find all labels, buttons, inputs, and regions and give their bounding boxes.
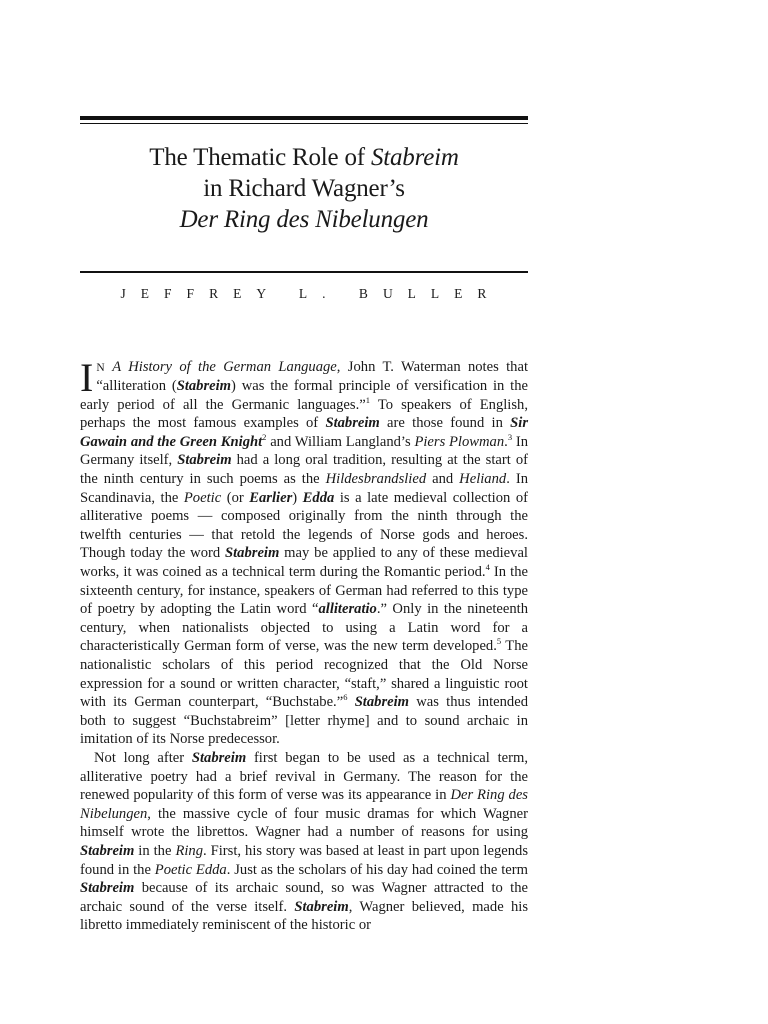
header-rule-thin (80, 123, 528, 124)
title-line-2: in Richard Wagner’s (203, 175, 405, 202)
footnote-ref: 2 (262, 432, 267, 443)
footnote-ref: 1 (365, 394, 370, 405)
header-rule-thick (80, 116, 528, 120)
footnote-ref: 3 (507, 432, 513, 443)
author-rule (80, 271, 528, 273)
footnote-ref: 6 (343, 692, 348, 703)
footnote-ref: 4 (485, 562, 490, 573)
article-title (80, 142, 528, 235)
paragraph-1: I N A History of the German Language, John T. Waterman notes that “alliteration (Stabreim) was the formal principle of versification in the early period of all the Germanic languages.”$^1$ To speakers of English, perhaps the most famous examples of Stabreim are those found in Sir Gawain and the Green Knight$^2$ and William Langland’s Piers Plowman.$^3$ In Germany itself, Stabreim had a long oral tradition, resulting at the start of the ninth century in such poems as the Hildesbrandslied and Heliand. In Scandinavia, the Poetic (or Earlier) Edda is a late medieval collection of alliterative poems — composed originally from the ninth through the twelfth centuries — that retold the legends of Norse gods and heroes. Though today the word Stabreim may be applied to any of these medieval works, it was coined as a technical term during the Romantic period.$^4$ In the sixteenth century, for instance, speakers of German had referred to this type of poetry by adopting the Latin word “alliteratio.” Only in the nineteenth century, when nationalists objected to using a Latin word for a characteristically German form of verse, was the new term developed.$^5$ The nationalistic scholars of this period recognized that the Old Norse expression for a sound or written character, “staft,” shared a linguistic root with its German counterpart, “Buchstabe.”$^6$ Stabreim was thus intended both to suggest “Buchstabreim” [letter rhyme] and to sound archaic in imitation of its Norse predecessor. (80, 354, 529, 748)
journal-page (80, 116, 528, 935)
article-body (80, 354, 529, 935)
author-name: JEFFREY L. BULLER (120, 285, 502, 301)
paragraph-2: Not long after Stabreim first began to be used as a technical term, alliterative poetry had a brief revival in Germany. The reason for the renewed popularity of this form of verse was its appearance in Der Ring des Nibelungen, the massive cycle of four music dramas for which Wagner himself wrote the librettos. Wagner had a number of reasons for using Stabreim in the Ring. First, his story was based at least in part upon legends found in the Poetic Edda. Just as the scholars of his day had coined the term Stabreim because of its archaic sound, so was Wagner attracted to the archaic sound of the verse itself. Stabreim, Wagner believed, made his libretto immediately reminiscent of the historic or (80, 749, 528, 934)
title-line-1: The Thematic Role of Stabreim (149, 144, 459, 171)
title-line-3: Der Ring des Nibelungen (179, 206, 429, 233)
drop-cap: I (80, 354, 94, 400)
footnote-ref: 5 (496, 636, 502, 647)
